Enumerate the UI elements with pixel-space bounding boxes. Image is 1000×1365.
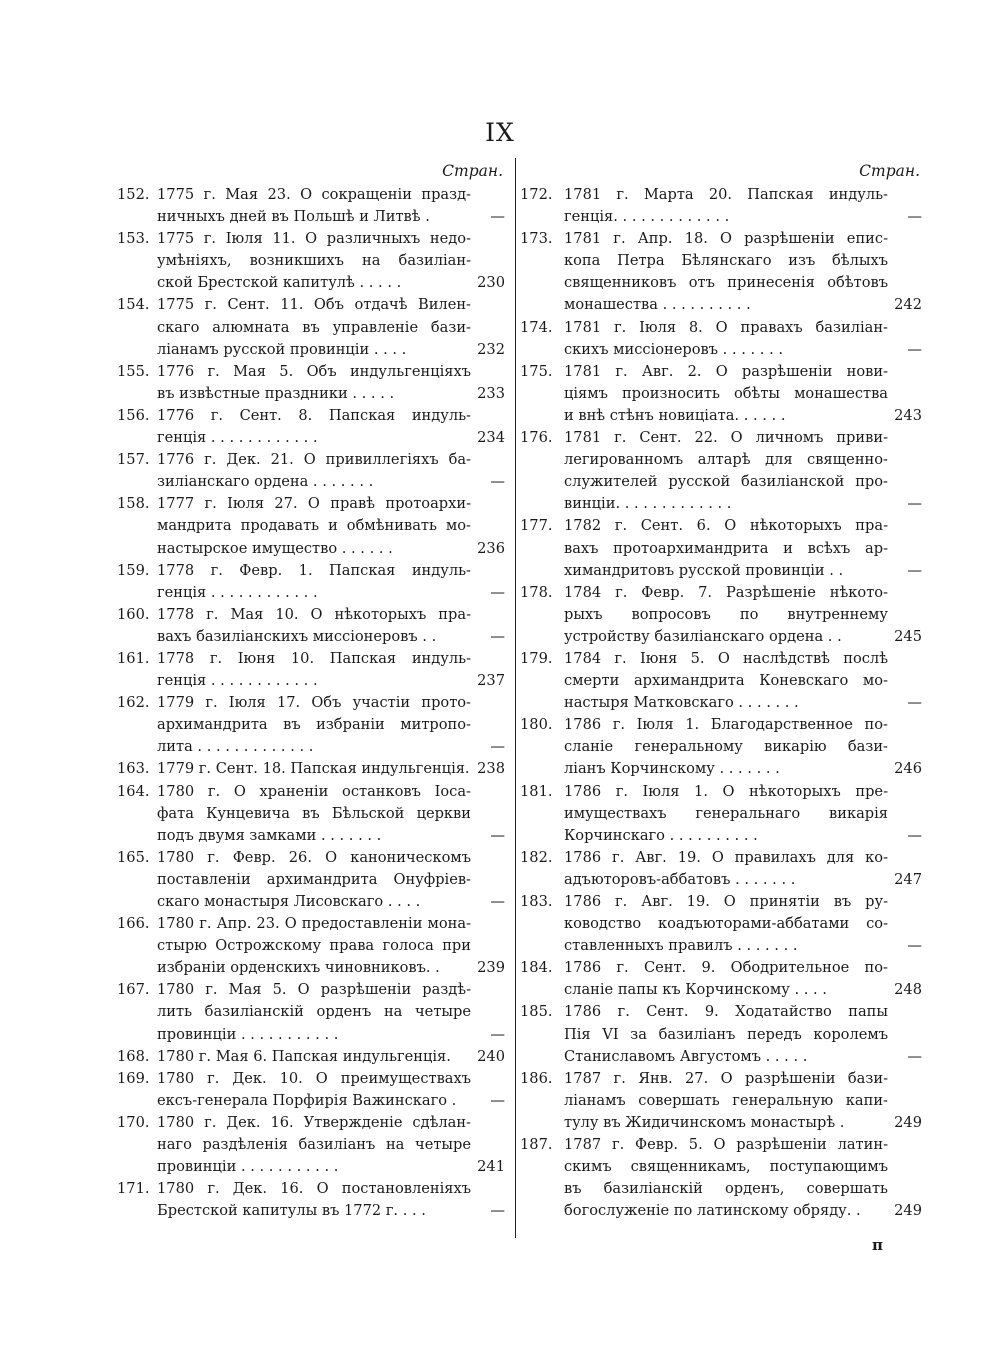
entry-line: Пія VI за базиліанъ передъ королемъ [564, 1025, 888, 1043]
entry-page-ref: 246 [894, 760, 922, 778]
entry-page-ref: — [490, 893, 505, 910]
entry-line: скаго алюмната въ управленіе бази- [157, 318, 471, 336]
entry-line: священниковъ отъ принесенія обѣтовъ [564, 274, 888, 292]
entry-page-ref: — [490, 208, 505, 226]
entry-line: смерти архимандрита Коневскаго мо- [564, 672, 888, 690]
index-entry [520, 515, 922, 581]
entry-line: служителей русской базиліанской про- [564, 473, 888, 491]
entry-number: 177. [520, 517, 553, 535]
entry-line: 1786 г. Авг. 19. О правилахъ для ко- [564, 848, 888, 866]
entry-number: 184. [520, 959, 553, 977]
entry-description [157, 1178, 471, 1222]
index-entry [117, 758, 505, 780]
entry-line: 1787 г. Янв. 27. О разрѣшеніи бази- [564, 1069, 888, 1087]
entry-line: винціи. . . . . . . . . . . . . [564, 495, 732, 513]
entry-line: 1784 г. Іюня 5. О наслѣдствѣ послѣ [564, 649, 888, 667]
entry-page-ref: — [907, 495, 922, 513]
entry-description [157, 648, 471, 692]
entry-number: 172. [520, 186, 553, 203]
entry-line: 1775 г. Мая 23. О сокращеніи празд- [157, 186, 471, 203]
entry-line: 1778 г. Февр. 1. Папская индуль- [157, 561, 471, 579]
entry-line: Брестской капитулы въ 1772 г. . . . [157, 1202, 426, 1220]
entry-line: химандритовъ русской провинціи . . [564, 561, 844, 579]
entry-page-ref: 245 [894, 627, 922, 645]
entry-line: 1778 г. Іюня 10. Папская индуль- [157, 649, 471, 667]
entry-number: 173. [520, 230, 553, 248]
entry-number: 162. [117, 694, 150, 712]
entry-number: 180. [520, 716, 553, 734]
entry-page-ref: 239 [477, 959, 505, 977]
column-divider [515, 158, 516, 1238]
entry-description [564, 714, 888, 780]
index-entry [520, 957, 922, 1001]
entry-page-ref: 234 [477, 429, 505, 447]
entry-line: устройству базиліанскаго ордена . . [564, 627, 842, 645]
entry-line: 1775 г. Іюля 11. О различныхъ недо- [157, 230, 471, 248]
index-entry [520, 361, 922, 427]
entry-line: ціямъ произносить обѣты монашества [564, 384, 888, 402]
entry-description [157, 847, 471, 913]
entry-page-ref: — [907, 826, 922, 844]
entry-description [564, 317, 888, 361]
entry-line: 1779 г. Сент. 18. Папская индульгенція. [157, 760, 470, 778]
index-entry [117, 361, 505, 405]
right-column-header: Стран. [859, 162, 920, 180]
entry-description [564, 891, 888, 957]
entry-number: 176. [520, 429, 553, 447]
entry-line: 1780 г. Апр. 23. О предоставленіи мона- [157, 915, 471, 933]
left-column-header: Стран. [442, 162, 503, 180]
entry-number: 152. [117, 186, 150, 203]
entry-description [564, 1001, 888, 1067]
entry-page-ref: 237 [477, 672, 505, 690]
entry-line: поставленіи архимандрита Онуфріев- [157, 870, 471, 888]
entry-number: 153. [117, 230, 150, 248]
entry-description [564, 184, 888, 228]
entry-description [564, 847, 888, 891]
entry-line: вахъ протоархимандрита и всѣхъ ар- [564, 539, 888, 557]
entry-page-ref: — [907, 340, 922, 358]
page-number: IX [485, 118, 515, 147]
entry-number: 163. [117, 760, 150, 778]
entry-line: 1781 г. Авг. 2. О разрѣшеніи нови- [564, 362, 888, 380]
entry-number: 169. [117, 1069, 150, 1087]
index-entry [117, 405, 505, 449]
entry-number: 186. [520, 1069, 553, 1087]
entry-line: копа Петра Бѣлянскаго изъ бѣлыхъ [564, 252, 888, 270]
index-entry [117, 1178, 505, 1222]
entry-line: наго раздѣленія базиліанъ на четыре [157, 1136, 471, 1154]
entry-number: 164. [117, 782, 150, 800]
right-entry-list [520, 184, 922, 1222]
entry-line: 1781 г. Апр. 18. О разрѣшеніи епис- [564, 230, 888, 248]
entry-line: архимандрита въ избраніи митропо- [157, 716, 471, 734]
entry-page-ref: 238 [477, 760, 505, 778]
index-entry [520, 1068, 922, 1134]
entry-line: 1786 г. Іюля 1. О нѣкоторыхъ пре- [564, 782, 888, 800]
entry-description [564, 361, 888, 427]
index-entry [117, 781, 505, 847]
printer-signature: п [872, 1236, 883, 1254]
index-entry [520, 582, 922, 648]
entry-description [157, 979, 471, 1045]
entry-number: 170. [117, 1113, 150, 1131]
entry-number: 187. [520, 1136, 553, 1154]
entry-page-ref: 240 [477, 1047, 505, 1065]
entry-line: вахъ базиліанскихъ миссіонеровъ . . [157, 627, 437, 645]
entry-number: 178. [520, 583, 553, 601]
index-entry [520, 184, 922, 228]
entry-line: 1780 г. О храненіи останковъ Іоса- [157, 782, 471, 800]
entry-line: 1778 г. Мая 10. О нѣкоторыхъ пра- [157, 605, 471, 623]
entry-page-ref: 232 [477, 340, 505, 358]
entry-line: имуществахъ генеральнаго викарія [564, 804, 888, 822]
entry-line: ліанамъ совершать генеральную капи- [564, 1091, 888, 1109]
entry-line: богослуженіе по латинскому обряду. . [564, 1202, 861, 1220]
entry-page-ref: — [490, 826, 505, 844]
entry-number: 166. [117, 915, 150, 933]
entry-line: 1781 г. Марта 20. Папская индуль- [564, 186, 888, 203]
entry-page-ref: 242 [894, 296, 922, 314]
entry-line: генція . . . . . . . . . . . . [157, 583, 318, 601]
entry-page-ref: 236 [477, 539, 505, 557]
index-entry [117, 692, 505, 758]
entry-description [157, 758, 471, 780]
entry-line: ставленныхъ правилъ . . . . . . . [564, 937, 798, 955]
entry-page-ref: 249 [894, 1113, 922, 1131]
entry-line: 1786 г. Сент. 9. Ободрительное по- [564, 959, 888, 977]
entry-line: мандрита продавать и обмѣнивать мо- [157, 517, 471, 535]
entry-line: подъ двумя замками . . . . . . . [157, 826, 382, 844]
entry-page-ref: — [490, 1202, 505, 1220]
entry-line: 1781 г. Іюля 8. О правахъ базиліан- [564, 318, 888, 336]
entry-description [157, 361, 471, 405]
entry-line: генція . . . . . . . . . . . . [157, 672, 318, 690]
entry-line: 1780 г. Февр. 26. О каноническомъ [157, 848, 471, 866]
index-entry [117, 1068, 505, 1112]
index-entry [117, 560, 505, 604]
entry-number: 156. [117, 406, 150, 424]
left-entry-list [117, 184, 505, 1222]
entry-number: 158. [117, 495, 150, 513]
entry-line: въ извѣстные праздники . . . . . [157, 384, 395, 402]
index-entry [117, 979, 505, 1045]
entry-page-ref: — [490, 583, 505, 601]
index-entry [520, 781, 922, 847]
entry-description [157, 781, 471, 847]
entry-description [157, 1068, 471, 1112]
index-entry [117, 493, 505, 559]
entry-line: скихъ миссіонеровъ . . . . . . . [564, 340, 783, 358]
entry-page-ref: — [490, 738, 505, 756]
entry-line: 1776 г. Мая 5. Объ индульгенціяхъ [157, 362, 471, 380]
entry-line: ліанамъ русской провинціи . . . . [157, 340, 407, 358]
index-entry [520, 228, 922, 316]
index-entry [117, 228, 505, 294]
entry-line: лить базиліанскій орденъ на четыре [157, 1003, 471, 1021]
entry-line: провинціи . . . . . . . . . . . [157, 1158, 339, 1176]
entry-number: 171. [117, 1180, 150, 1198]
entry-line: 1777 г. Іюля 27. О правѣ протоархи- [157, 495, 471, 513]
entry-number: 179. [520, 649, 553, 667]
entry-line: настыря Матковскаго . . . . . . . [564, 694, 799, 712]
entry-line: Станиславомъ Августомъ . . . . . [564, 1047, 808, 1065]
entry-number: 168. [117, 1047, 150, 1065]
entry-number: 175. [520, 362, 553, 380]
entry-line: адъюторовъ-аббатовъ . . . . . . . [564, 870, 796, 888]
entry-line: стырю Острожскому права голоса при [157, 937, 471, 955]
entry-line: легированномъ алтарѣ для священно- [564, 451, 888, 469]
index-entry [117, 294, 505, 360]
entry-line: зиліанскаго ордена . . . . . . . [157, 473, 374, 491]
entry-description [564, 648, 888, 714]
entry-number: 185. [520, 1003, 553, 1021]
entry-line: 1786 г. Іюля 1. Благодарственное по- [564, 716, 888, 734]
entry-line: 1787 г. Февр. 5. О разрѣшеніи латин- [564, 1136, 888, 1154]
entry-line: 1780 г. Мая 6. Папская индульгенція. [157, 1047, 451, 1065]
entry-page-ref: 233 [477, 384, 505, 402]
entry-description [157, 1046, 471, 1068]
entry-line: 1780 г. Дек. 10. О преимуществахъ [157, 1069, 471, 1087]
index-entry [520, 847, 922, 891]
entry-line: фата Кунцевича въ Бѣльской церкви [157, 804, 471, 822]
entry-description [157, 913, 471, 979]
entry-line: 1779 г. Іюля 17. Объ участіи прото- [157, 694, 471, 712]
entry-line: 1786 г. Авг. 19. О принятіи въ ру- [564, 893, 888, 910]
entry-description [157, 692, 471, 758]
entry-page-ref: 241 [477, 1158, 505, 1176]
entry-line: 1776 г. Сент. 8. Папская индуль- [157, 406, 471, 424]
entry-description [157, 560, 471, 604]
entry-line: лита . . . . . . . . . . . . . [157, 738, 314, 756]
entry-description [157, 493, 471, 559]
index-entry [117, 449, 505, 493]
entry-line: ководство коадъюторами-аббатами со- [564, 915, 888, 933]
index-entry [520, 1134, 922, 1222]
index-entry [117, 1112, 505, 1178]
entry-page-ref: — [490, 1025, 505, 1043]
entry-line: 1786 г. Сент. 9. Ходатайство папы [564, 1003, 888, 1021]
entry-page-ref: — [490, 1091, 505, 1109]
index-entry [520, 714, 922, 780]
entry-description [157, 294, 471, 360]
entry-line: умѣніяхъ, возникшихъ на базиліан- [157, 252, 471, 270]
index-entry [117, 184, 505, 228]
entry-line: 1780 г. Мая 5. О разрѣшеніи раздѣ- [157, 981, 471, 999]
entry-description [564, 582, 888, 648]
entry-number: 167. [117, 981, 150, 999]
left-column [117, 162, 505, 1222]
entry-line: 1780 г. Дек. 16. О постановленіяхъ [157, 1180, 471, 1198]
entry-line: ской Брестской капитулѣ . . . . . [157, 274, 402, 292]
entry-line: и внѣ стѣнъ новиціата. . . . . . [564, 406, 786, 424]
entry-description [564, 427, 888, 515]
entry-description [157, 405, 471, 449]
entry-page-ref: 243 [894, 406, 922, 424]
entry-description [564, 957, 888, 1001]
entry-line: настырское имущество . . . . . . [157, 539, 393, 557]
index-entry [520, 648, 922, 714]
entry-number: 154. [117, 296, 150, 314]
entry-line: рыхъ вопросовъ по внутреннему [564, 605, 888, 623]
entry-line: 1781 г. Сент. 22. О личномъ приви- [564, 429, 888, 447]
entry-number: 174. [520, 318, 553, 336]
entry-page-ref: — [907, 561, 922, 579]
entry-line: провинціи . . . . . . . . . . . [157, 1025, 339, 1043]
entry-page-ref: — [907, 694, 922, 712]
right-column [520, 162, 922, 1222]
entry-line: ничныхъ дней въ Польшѣ и Литвѣ . [157, 208, 430, 226]
entry-line: 1776 г. Дек. 21. О привиллегіяхъ ба- [157, 451, 471, 469]
entry-page-ref: — [490, 473, 505, 491]
entry-line: 1780 г. Дек. 16. Утвержденіе сдѣлан- [157, 1113, 471, 1131]
index-entry [520, 891, 922, 957]
entry-description [564, 515, 888, 581]
entry-page-ref: 247 [894, 870, 922, 888]
entry-number: 160. [117, 605, 150, 623]
entry-description [157, 184, 471, 228]
entry-description [157, 228, 471, 294]
index-entry [117, 913, 505, 979]
entry-number: 183. [520, 893, 553, 910]
entry-number: 165. [117, 848, 150, 866]
entry-line: тулу въ Жидичинскомъ монастырѣ . [564, 1113, 845, 1131]
entry-line: 1784 г. Февр. 7. Разрѣшеніе нѣкото- [564, 583, 888, 601]
entry-number: 157. [117, 451, 150, 469]
index-entry [520, 1001, 922, 1067]
entry-line: избраніи орденскихъ чиновниковъ. . [157, 959, 440, 977]
entry-line: въ базиліанскій орденъ, совершать [564, 1180, 888, 1198]
entry-line: монашества . . . . . . . . . . [564, 296, 751, 314]
entry-description [564, 1068, 888, 1134]
entry-page-ref: 249 [894, 1202, 922, 1220]
index-entry [520, 427, 922, 515]
entry-page-ref: 230 [477, 274, 505, 292]
entry-line: генція. . . . . . . . . . . . . [564, 208, 730, 226]
entry-number: 181. [520, 782, 553, 800]
entry-page-ref: — [490, 627, 505, 645]
index-entry [117, 648, 505, 692]
entry-page-ref: — [907, 1047, 922, 1065]
entry-description [564, 781, 888, 847]
index-entry [117, 604, 505, 648]
entry-description [157, 604, 471, 648]
entry-page-ref: 248 [894, 981, 922, 999]
entry-line: 1782 г. Сент. 6. О нѣкоторыхъ пра- [564, 517, 888, 535]
entry-line: сланіе генеральному викарію бази- [564, 738, 888, 756]
index-entry [117, 847, 505, 913]
entry-line: сланіе папы къ Корчинскому . . . . [564, 981, 827, 999]
entry-description [157, 449, 471, 493]
entry-number: 155. [117, 362, 150, 380]
entry-number: 182. [520, 848, 553, 866]
entry-line: скаго монастыря Лисовскаго . . . . [157, 893, 421, 910]
entry-description [564, 228, 888, 316]
entry-line: генція . . . . . . . . . . . . [157, 429, 318, 447]
entry-number: 161. [117, 649, 150, 667]
entry-line: скимъ священникамъ, поступающимъ [564, 1158, 888, 1176]
entry-line: ексъ-генерала Порфирія Важинскаго . [157, 1091, 457, 1109]
entry-line: ліанъ Корчинскому . . . . . . . [564, 760, 780, 778]
entry-line: Корчинскаго . . . . . . . . . . [564, 826, 758, 844]
entry-description [157, 1112, 471, 1178]
index-entry [117, 1046, 505, 1068]
entry-page-ref: — [907, 208, 922, 226]
index-entry [520, 317, 922, 361]
entry-number: 159. [117, 561, 150, 579]
entry-page-ref: — [907, 937, 922, 955]
entry-description [564, 1134, 888, 1222]
entry-line: 1775 г. Сент. 11. Объ отдачѣ Вилен- [157, 296, 471, 314]
